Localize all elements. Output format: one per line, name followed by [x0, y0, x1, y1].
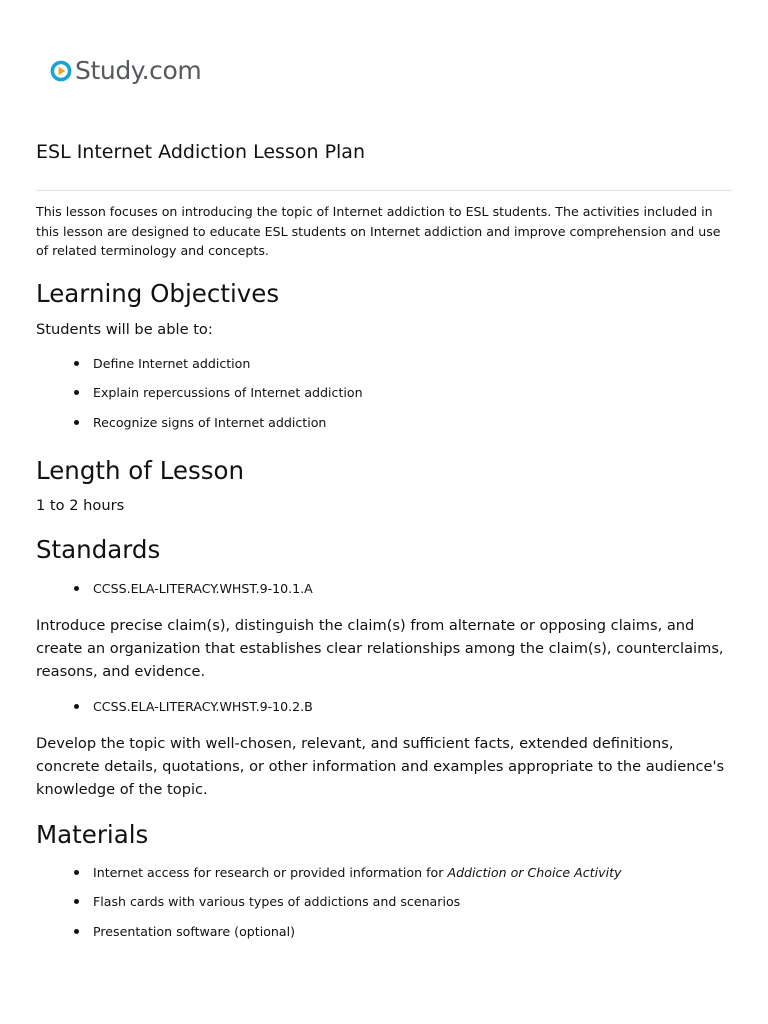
materials-heading: Materials [36, 820, 149, 849]
standard-description: Introduce precise claim(s), distinguish the claim(s) from alternate or opposing claims, and create an organization that establishes clear relationships among the claim(s), counterclaims, reasons, and evidence. [36, 617, 724, 681]
bullet-icon [74, 899, 79, 904]
play-circle-logo-icon [50, 60, 72, 82]
list-item [36, 893, 732, 910]
objectives-list [36, 355, 732, 443]
list-item [36, 864, 732, 881]
study-com-logo[interactable] [50, 56, 201, 86]
bullet-icon [74, 870, 79, 875]
standards-list-1 [36, 580, 732, 597]
list-item [36, 698, 732, 715]
learning-objectives-heading: Learning Objectives [36, 279, 280, 308]
list-item [36, 384, 732, 401]
intro-paragraph: This lesson focuses on introducing the topic of Internet addiction to ESL students. The activities included in this lesson are designed to educate ESL students on Internet addiction and improve comprehension and use of related terminology and concepts. [36, 204, 721, 259]
material-text: Presentation software (optional) [93, 923, 296, 939]
bullet-icon [74, 361, 79, 366]
objective-text: Define Internet addiction [93, 356, 251, 371]
length-of-lesson-heading: Length of Lesson [36, 456, 245, 485]
title-divider [36, 190, 732, 191]
bullet-icon [74, 420, 79, 425]
standards-list-2 [36, 698, 732, 715]
objective-text: Explain repercussions of Internet addiction [93, 385, 363, 401]
standard-code: CCSS.ELA-LITERACY.WHST.9-10.1.A [93, 581, 313, 596]
standard-description: Develop the topic with well-chosen, relevant, and sufficient facts, extended definitions, concrete details, quotations, or other information and examples appropriate to the audience's knowledge of the topic. [36, 735, 725, 799]
list-item [36, 923, 732, 940]
list-item [36, 580, 732, 597]
document-title: ESL Internet Addiction Lesson Plan [36, 141, 365, 163]
material-text: Internet access for research or provided information for [93, 865, 448, 880]
objective-text: Recognize signs of Internet addiction [93, 414, 327, 430]
logo-wordmark: Study.com [75, 56, 202, 85]
materials-list [36, 864, 732, 952]
standard-code: CCSS.ELA-LITERACY.WHST.9-10.2.B [93, 699, 313, 714]
objectives-lead-text: Students will be able to: [36, 321, 213, 338]
activity-name: Addiction or Choice Activity [447, 865, 622, 880]
lesson-length-value: 1 to 2 hours [36, 497, 125, 514]
list-item [36, 414, 732, 431]
material-text: Flash cards with various types of addictions and scenarios [93, 894, 461, 910]
list-item [36, 355, 732, 372]
bullet-icon [74, 704, 79, 709]
bullet-icon [74, 586, 79, 591]
standards-heading: Standards [36, 535, 161, 564]
bullet-icon [74, 390, 79, 395]
bullet-icon [74, 929, 79, 934]
